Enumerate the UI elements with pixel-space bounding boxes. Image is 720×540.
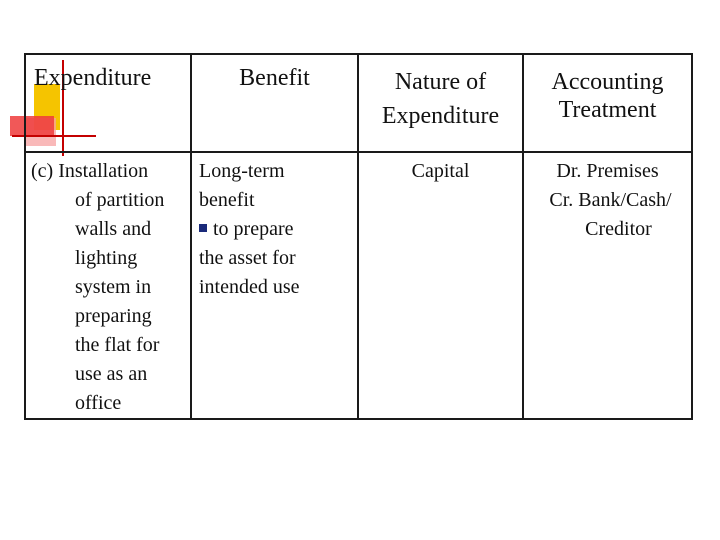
square-bullet-icon — [199, 224, 207, 232]
expenditure-line: the flat for — [75, 334, 160, 356]
header-nature-line2: Expenditure — [381, 103, 500, 129]
header-accounting-line1: Accounting — [551, 69, 664, 95]
header-nature — [358, 54, 523, 152]
expenditure-line: (c) Installation — [31, 160, 149, 182]
expenditure-line: walls and — [75, 218, 152, 240]
expenditure-line: office — [75, 392, 122, 414]
benefit-bullet-item — [199, 215, 357, 244]
treatment-line: Dr. Premises — [556, 160, 659, 182]
header-nature-line1: Nature of — [394, 69, 487, 95]
header-expenditure — [25, 54, 191, 152]
nature-cell — [358, 152, 523, 419]
expenditure-line: use as an — [75, 363, 148, 385]
header-benefit-label: Benefit — [239, 65, 310, 91]
header-expenditure-label: Expenditure — [34, 65, 152, 91]
benefit-line: Long-term — [199, 160, 285, 182]
benefit-bullet-line: intended use — [199, 276, 300, 298]
header-row — [25, 54, 692, 152]
treatment-line: Creditor — [585, 218, 652, 240]
expenditure-line: system in — [75, 276, 152, 298]
header-benefit — [191, 54, 358, 152]
benefit-cell — [191, 152, 358, 419]
nature-value: Capital — [411, 160, 470, 182]
table-row — [25, 152, 692, 419]
treatment-cell — [523, 152, 692, 419]
benefit-line: benefit — [199, 189, 255, 211]
header-accounting — [523, 54, 692, 152]
treatment-line: Cr. Bank/Cash/ — [549, 189, 672, 211]
benefit-bullet-line: to prepare — [213, 218, 294, 240]
expenditure-line: preparing — [75, 305, 152, 327]
accounting-table — [24, 53, 693, 420]
header-accounting-line2: Treatment — [558, 97, 657, 123]
expenditure-line: of partition — [75, 189, 165, 211]
expenditure-cell — [25, 152, 191, 419]
benefit-bullet-line: the asset for — [199, 247, 296, 269]
expenditure-line: lighting — [75, 247, 138, 269]
